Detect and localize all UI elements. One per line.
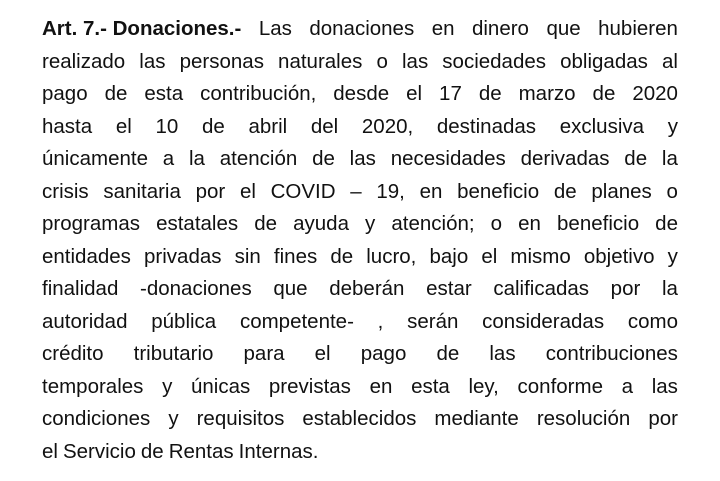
word: donaciones xyxy=(309,17,415,40)
word: estar xyxy=(426,277,472,300)
text-line xyxy=(42,306,678,339)
word: lucro, xyxy=(366,244,417,268)
word: y xyxy=(168,407,179,430)
word: las xyxy=(349,147,376,170)
word: Internas. xyxy=(238,439,319,463)
word: sin xyxy=(234,244,261,268)
word: Rentas xyxy=(168,439,234,463)
word: mediante xyxy=(434,407,519,430)
word: de xyxy=(254,212,278,235)
word: el xyxy=(314,342,331,365)
word: de xyxy=(655,212,678,235)
word: tributario xyxy=(133,342,214,365)
text-line xyxy=(42,111,678,144)
word: en xyxy=(518,212,541,235)
word: Las xyxy=(258,17,292,40)
word: beneficio xyxy=(557,212,640,235)
word: el xyxy=(115,114,132,138)
word: atención; xyxy=(391,212,475,235)
word: las xyxy=(139,49,166,73)
word: de xyxy=(104,82,128,105)
word: esta xyxy=(411,374,450,398)
word: crédito xyxy=(42,342,104,365)
article-body xyxy=(42,13,678,468)
word: pago xyxy=(42,82,88,105)
word: atención xyxy=(219,147,298,170)
word: finalidad xyxy=(42,277,119,300)
word: objetivo xyxy=(583,244,655,268)
word: condiciones xyxy=(42,407,151,430)
word: , xyxy=(377,309,384,333)
word: contribuciones xyxy=(545,342,678,365)
word: autoridad xyxy=(42,309,128,333)
word: el xyxy=(481,244,498,268)
word: el xyxy=(406,82,423,105)
word: a xyxy=(162,147,175,170)
word: de xyxy=(478,82,502,105)
word: dinero xyxy=(471,17,529,40)
text-line xyxy=(42,78,678,111)
word: en xyxy=(431,17,455,40)
text-line xyxy=(42,273,678,306)
word: privadas xyxy=(144,244,222,268)
word: el xyxy=(239,179,256,203)
text-line xyxy=(42,46,678,79)
word: o xyxy=(666,179,678,203)
word: 2020 xyxy=(632,82,678,105)
text-line xyxy=(42,13,678,46)
word: la xyxy=(188,147,205,170)
word: de xyxy=(624,147,648,170)
word: 19, xyxy=(376,179,405,203)
word: de xyxy=(312,147,335,170)
word: como xyxy=(627,309,678,333)
word: previstas xyxy=(268,374,351,398)
word: a xyxy=(621,374,634,398)
word: COVID xyxy=(270,179,336,203)
word: resolución xyxy=(536,407,631,430)
word: 17 xyxy=(439,82,462,105)
word: del xyxy=(310,114,339,138)
word: naturales xyxy=(278,49,363,73)
word: de xyxy=(553,179,577,203)
word: y xyxy=(667,244,678,268)
word: Servicio xyxy=(62,439,136,463)
word: mismo xyxy=(510,244,571,268)
word: obligadas xyxy=(560,49,648,73)
word: o xyxy=(376,49,388,73)
word: y xyxy=(667,114,678,138)
word: o xyxy=(490,212,503,235)
text-line xyxy=(42,176,678,209)
word: requisitos xyxy=(196,407,285,430)
word: hasta xyxy=(42,114,93,138)
word: las xyxy=(489,342,516,365)
word: únicas xyxy=(190,374,251,398)
word: derivadas xyxy=(520,147,610,170)
word: de xyxy=(592,82,616,105)
word: esta xyxy=(144,82,184,105)
word: estatales xyxy=(156,212,239,235)
word: programas xyxy=(42,212,140,235)
word: ley, xyxy=(468,374,499,398)
word: 2020, xyxy=(361,114,414,138)
word: ayuda xyxy=(293,212,349,235)
word: calificadas xyxy=(493,277,590,300)
word: -donaciones xyxy=(140,277,252,300)
word: exclusiva xyxy=(559,114,645,138)
word: por xyxy=(195,179,226,203)
word: abril xyxy=(248,114,288,138)
word: bajo xyxy=(429,244,469,268)
text-line xyxy=(42,143,678,176)
word: de xyxy=(201,114,225,138)
word: en xyxy=(419,179,443,203)
article-heading: Art. 7.- Donaciones.- xyxy=(42,17,242,40)
word: contribución, xyxy=(200,82,317,105)
word: crisis xyxy=(42,179,89,203)
word: establecidos xyxy=(302,407,417,430)
word: al xyxy=(661,49,678,73)
word: sociedades xyxy=(442,49,547,73)
word: sanitaria xyxy=(103,179,181,203)
word: en xyxy=(369,374,393,398)
word: y xyxy=(365,212,376,235)
text-line xyxy=(42,338,678,371)
word: realizado xyxy=(42,49,126,73)
word: la xyxy=(661,147,678,170)
word: 10 xyxy=(155,114,179,138)
word: el xyxy=(42,439,58,463)
word: personas xyxy=(179,49,264,73)
text-line xyxy=(42,208,678,241)
word: temporales xyxy=(42,374,144,398)
word: para xyxy=(243,342,285,365)
word: y xyxy=(162,374,173,398)
word: pago xyxy=(360,342,407,365)
word: beneficio xyxy=(457,179,540,203)
text-line xyxy=(42,241,678,274)
word: la xyxy=(661,277,678,300)
word: pública xyxy=(151,309,217,333)
word: que xyxy=(273,277,308,300)
word: destinadas xyxy=(436,114,537,138)
text-line xyxy=(42,403,678,436)
word: planes xyxy=(591,179,652,203)
word: entidades xyxy=(42,244,131,268)
word: por xyxy=(610,277,641,300)
text-line xyxy=(42,436,678,469)
word: fines xyxy=(273,244,318,268)
word: – xyxy=(350,179,362,203)
word: las xyxy=(401,49,429,73)
word: de xyxy=(330,244,354,268)
word: serán xyxy=(407,309,459,333)
word: las xyxy=(651,374,678,398)
text-line xyxy=(42,371,678,404)
word: marzo xyxy=(518,82,576,105)
word: deberán xyxy=(329,277,405,300)
word: únicamente xyxy=(42,147,148,170)
word: por xyxy=(648,407,678,430)
word: competente- xyxy=(239,309,354,333)
word: hubieren xyxy=(598,17,678,40)
word: que xyxy=(546,17,581,40)
word: de xyxy=(140,439,164,463)
word: desde xyxy=(333,82,390,105)
word: necesidades xyxy=(390,147,506,170)
word: conforme xyxy=(517,374,603,398)
word: de xyxy=(436,342,460,365)
word: consideradas xyxy=(482,309,605,333)
